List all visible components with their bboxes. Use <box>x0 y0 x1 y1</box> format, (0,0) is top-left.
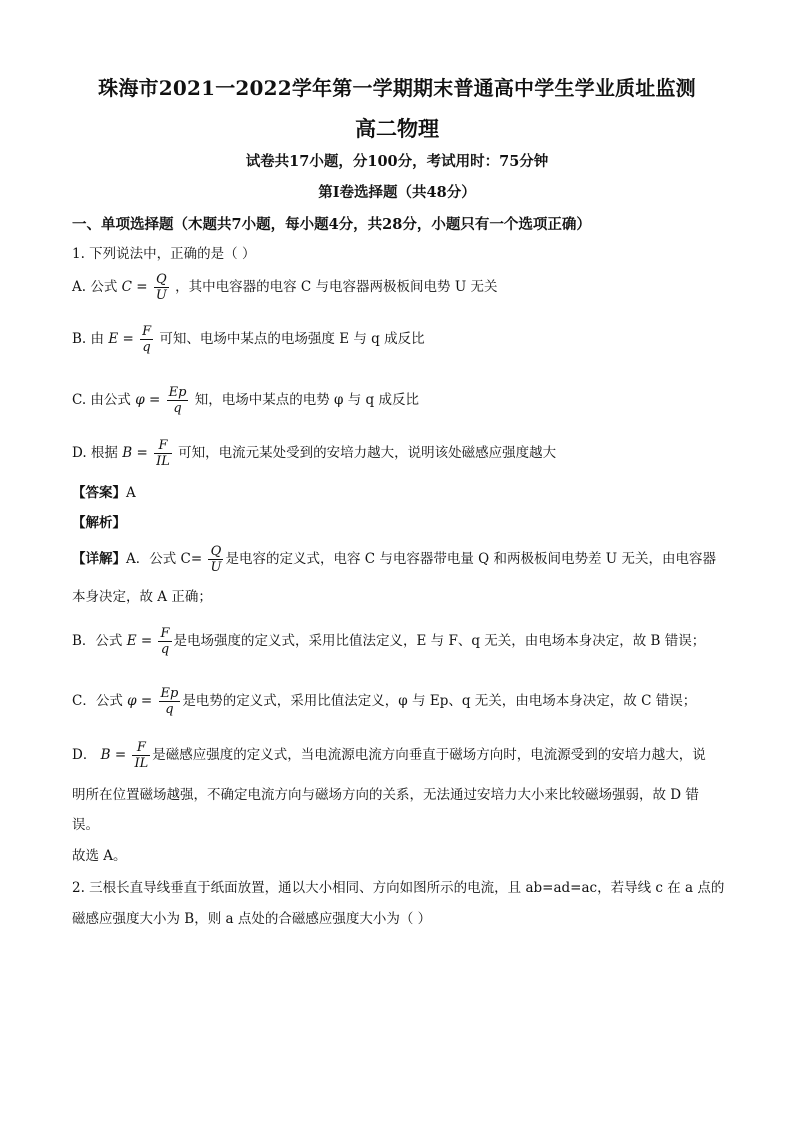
option-c <box>72 385 419 416</box>
detail-d <box>72 740 706 771</box>
detail-d-lhs: B = <box>100 747 127 763</box>
option-a-prefix: A. 公式 <box>72 279 118 295</box>
option-a-fraction <box>154 272 169 303</box>
detail-c-text: 是电势的定义式，采用比值法定义，φ 与 Ep、q 无关，由电场本身决定，故 C 错误； <box>182 693 697 709</box>
detail-a-denominator: U <box>210 560 222 575</box>
option-a-lhs: C = <box>121 279 148 295</box>
question-2-line2: 磁感应强度大小为 B，则 a 点处的合磁感应强度大小为（ ） <box>72 911 432 927</box>
option-b-denominator: q <box>142 340 151 355</box>
detail-d-line2: 明所在位置磁场越强，不确定电流方向与磁场方向的关系，无法通过安培力大小来比较磁场强弱，故 D 错 <box>72 787 699 803</box>
option-d-prefix: D. 根据 <box>72 445 118 461</box>
detail-c-fraction <box>159 686 181 717</box>
detail-b <box>72 626 705 657</box>
answer-label: 【答案】 <box>72 485 126 501</box>
detail-d-denominator: IL <box>134 756 149 771</box>
option-a <box>72 272 498 303</box>
part-title: 第I卷选择题（共48分） <box>318 184 476 201</box>
option-a-numerator: Q <box>154 272 169 288</box>
conclusion: 故选 A。 <box>72 848 127 864</box>
option-b <box>72 324 425 355</box>
option-d-numerator: F <box>154 438 172 454</box>
option-d <box>72 438 556 469</box>
detail-c <box>72 686 696 717</box>
option-b-lhs: E = <box>108 331 134 347</box>
detail-c-prefix: C．公式 <box>72 693 123 709</box>
detail-c-numerator: Ep <box>160 686 179 701</box>
option-c-prefix: C. 由公式 <box>72 392 131 408</box>
detail-b-denominator: q <box>160 642 170 657</box>
detail-b-lhs: E = <box>126 633 153 649</box>
detail-label: 【详解】 <box>72 551 126 567</box>
option-a-denominator: U <box>155 288 167 303</box>
option-d-text: 可知，电流元某处受到的安培力越大，说明该处磁感应强度越大 <box>178 445 557 461</box>
section-heading: 一、单项选择题（木题共7小题，每小题4分，共28分，小题只有一个选项正确） <box>72 216 591 233</box>
option-c-numerator: Ep <box>168 385 187 400</box>
option-d-fraction <box>154 438 172 469</box>
detail-b-text: 是电场强度的定义式，采用比值法定义，E 与 F、q 无关，由电场本身决定，故 B 错误； <box>173 633 706 649</box>
detail-b-prefix: B．公式 <box>72 633 123 649</box>
question-2-line1: 2. 三根长直导线垂直于纸面放置，通以大小相同、方向如图所示的电流，且 ab=ad=ac，若导线 c 在 a 点的 <box>72 880 725 896</box>
detail-d-prefix: D． <box>72 747 97 763</box>
option-c-text: 知，电场中某点的电势 φ 与 q 成反比 <box>194 392 419 408</box>
detail-c-denominator: q <box>165 702 174 717</box>
answer-value: A <box>126 485 136 501</box>
detail-a-line2: 本身决定，故 A 正确； <box>72 589 212 605</box>
detail-d-fraction <box>132 740 150 771</box>
option-d-lhs: B = <box>122 445 148 461</box>
option-c-lhs: φ = <box>135 392 161 408</box>
detail-c-lhs: φ = <box>127 693 153 709</box>
option-b-numerator: F <box>142 324 152 339</box>
option-b-text: 可知、电场中某点的电场强度 E 与 q 成反比 <box>159 331 425 347</box>
subject-title: 高二物理 <box>355 116 439 141</box>
detail-d-text: 是磁感应强度的定义式，当电流源电流方向垂直于磁场方向时，电流源受到的安培力越大，说 <box>152 747 706 763</box>
detail-b-numerator: F <box>160 626 170 641</box>
detail-a-numerator: Q <box>208 544 223 560</box>
detail-a-prefix: A．公式 C= <box>126 551 203 567</box>
option-c-denominator: q <box>173 401 182 416</box>
option-c-fraction <box>167 385 189 416</box>
detail-a <box>72 544 716 575</box>
answer-line <box>72 484 136 502</box>
question-1-stem: 1. 下列说法中，正确的是（ ） <box>72 246 256 262</box>
detail-a-text: 是电容的定义式，电容 C 与电容器带电量 Q 和两极板间电势差 U 无关，由电容器 <box>225 551 716 567</box>
option-b-prefix: B. 由 <box>72 331 105 347</box>
exam-info: 试卷共17小题，分100分，考试用时：75分钟 <box>245 153 549 170</box>
detail-b-fraction <box>158 626 171 657</box>
analysis-label: 【解析】 <box>72 515 126 531</box>
option-a-text: ，其中电容器的电容 C 与电容器两极板间电势 U 无关 <box>175 279 498 295</box>
option-b-fraction <box>140 324 153 355</box>
detail-d-numerator: F <box>132 740 150 756</box>
exam-title: 珠海市2021一2022学年第一学期期末普通高中学生学业质址监测 <box>98 76 696 100</box>
detail-a-fraction <box>208 544 223 575</box>
detail-d-line3: 误。 <box>72 817 99 833</box>
option-d-denominator: IL <box>156 454 170 469</box>
